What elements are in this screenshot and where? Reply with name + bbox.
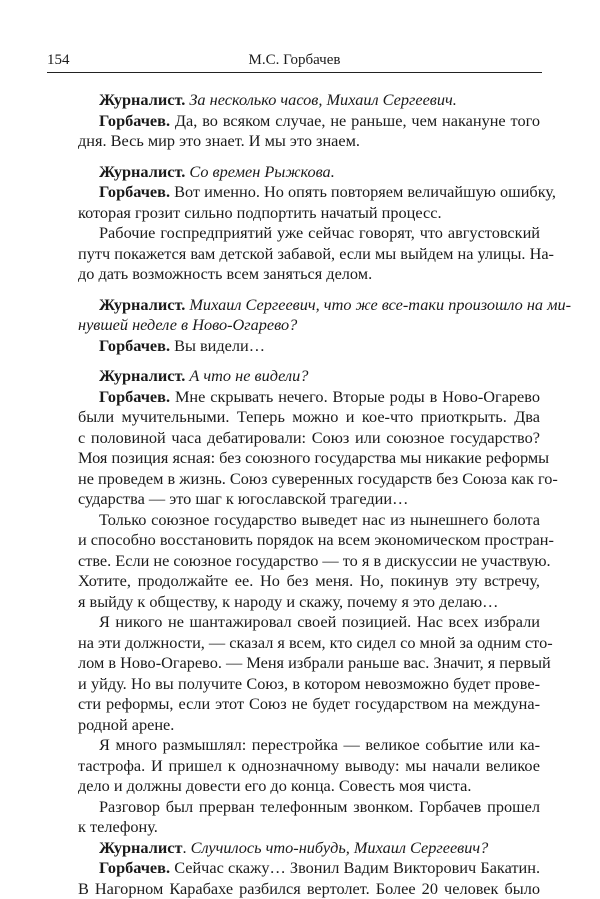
- body-text: Хотите, продолжайте ее. Но без меня. Но, покинув эту встречу,: [78, 571, 540, 590]
- text-line: [78, 264, 540, 285]
- body-text: .: [182, 838, 190, 857]
- speaker-label: Горбачев.: [99, 387, 175, 406]
- text-line: [78, 489, 540, 510]
- paragraph: [78, 182, 540, 223]
- text-line: [78, 571, 540, 592]
- speaker-label: Журналист.: [99, 90, 189, 109]
- body-text: дня. Весь мир это знает. И мы это знаем.: [78, 131, 360, 150]
- text-line: [78, 90, 540, 111]
- text-line: [78, 817, 540, 838]
- text-line: [78, 715, 540, 736]
- speaker-label: Горбачев.: [99, 858, 174, 877]
- body-text: Вы видели…: [174, 336, 265, 355]
- body-text: на эти должности, — сказал я всем, кто сидел со мной за одним сто-: [78, 633, 553, 652]
- text-line: [78, 469, 540, 490]
- body-text: сти реформы, если этот Союз не будет государством на междуна-: [78, 694, 540, 713]
- text-line: [78, 838, 540, 859]
- text-line: [78, 244, 540, 265]
- text-line: [78, 551, 540, 572]
- body-text: Мне скрывать нечего. Вторые роды в Ново-Огарево: [175, 387, 540, 406]
- text-line: [78, 131, 540, 152]
- paragraph: [78, 295, 540, 336]
- text-line: [78, 694, 540, 715]
- body-text: дело и должны довести его до конца. Совесть моя чиста.: [78, 776, 471, 795]
- paragraph: [78, 858, 540, 899]
- text-line: [78, 592, 540, 613]
- speaker-label: Горбачев.: [99, 111, 175, 130]
- paragraph: [78, 90, 540, 111]
- body-text: Вот именно. Но опять повторяем величайшую ошибку,: [174, 182, 556, 201]
- running-header: [47, 50, 542, 73]
- body-text: к телефону.: [78, 817, 158, 836]
- body-text: были мучительными. Теперь можно и кое-что приоткрыть. Два: [78, 407, 540, 426]
- paragraph: [78, 162, 540, 183]
- body-text: Да, во всяком случае, не раньше, чем накануне того: [175, 111, 540, 130]
- body-text: я выйду к обществу, к народу и скажу, почему я это делаю…: [78, 592, 498, 611]
- body-text: Разговор был прерван телефонным звонком. Горбачев прошел: [99, 797, 540, 816]
- paragraph: [78, 366, 540, 387]
- speaker-label: Журналист.: [99, 162, 189, 181]
- text-line: [78, 530, 540, 551]
- text-line: [78, 407, 540, 428]
- body-text: не проведем в жизнь. Союз суверенных государств без Союза как го-: [78, 469, 558, 488]
- text-line: [78, 879, 540, 899]
- paragraph: [78, 223, 540, 285]
- speaker-label: Горбачев.: [99, 336, 174, 355]
- page-number: 154: [47, 52, 70, 69]
- text-line: [78, 858, 540, 879]
- paragraph: [78, 510, 540, 613]
- text-line: [78, 428, 540, 449]
- body-text: которая грозит сильно подпортить начатый процесс.: [78, 203, 442, 222]
- body-text: Я никого не шантажировал своей позицией. Нас всех избрали: [99, 612, 540, 631]
- paragraph: [78, 111, 540, 152]
- text-line: [78, 612, 540, 633]
- body-text: родной арене.: [78, 715, 174, 734]
- body-text: В Нагорном Карабахе разбился вертолет. Более 20 человек было: [78, 879, 540, 898]
- text-line: [78, 223, 540, 244]
- body-text: стве. Если не союзное государство — то я в дискуссии не участвую.: [78, 551, 551, 570]
- speaker-label: Горбачев.: [99, 182, 174, 201]
- question-text: Со времен Рыжкова.: [189, 162, 334, 181]
- text-line: [78, 315, 540, 336]
- body-text: Рабочие госпредприятий уже сейчас говорят, что августовский: [99, 223, 540, 242]
- text-line: [78, 776, 540, 797]
- body-text: Сейчас скажу… Звонил Вадим Викторович Бакатин.: [174, 858, 540, 877]
- question-text: Михаил Сергеевич, что же все-таки произошло на ми-: [189, 295, 571, 314]
- paragraph: [78, 797, 540, 838]
- body-text: Только союзное государство выведет нас из нынешнего болота: [99, 510, 540, 529]
- text-line: [78, 510, 540, 531]
- running-title: М.С. Горбачев: [47, 52, 542, 69]
- text-line: [78, 756, 540, 777]
- text-line: [78, 366, 540, 387]
- text-line: [78, 111, 540, 132]
- text-line: [78, 203, 540, 224]
- body-text: путч покажется вам детской забавой, если мы выйдем на улицы. На-: [78, 244, 554, 263]
- body-text: и уйду. Но вы получите Союз, в котором невозможно будет прове-: [78, 674, 540, 693]
- page-body: [78, 90, 540, 899]
- text-line: [78, 797, 540, 818]
- body-text: Я много размышлял: перестройка — великое событие или ка-: [99, 735, 540, 754]
- speaker-label: Журналист: [99, 838, 182, 857]
- body-text: сударства — это шаг к югославской трагедии…: [78, 489, 408, 508]
- body-text: лом в Ново-Огарево. — Меня избрали раньше вас. Значит, я первый: [78, 653, 551, 672]
- body-text: с половиной часа дебатировали: Союз или союзное государство?: [78, 428, 540, 447]
- question-text: нувшей неделе в Ново-Огарево?: [78, 315, 297, 334]
- text-line: [78, 653, 540, 674]
- speaker-label: Журналист.: [99, 295, 189, 314]
- body-text: тастрофа. И пришел к однозначному выводу: мы начали великое: [78, 756, 540, 775]
- question-text: За несколько часов, Михаил Сергеевич.: [189, 90, 456, 109]
- text-line: [78, 633, 540, 654]
- question-text: А что не видели?: [189, 366, 308, 385]
- paragraph: [78, 612, 540, 735]
- text-line: [78, 674, 540, 695]
- text-line: [78, 182, 540, 203]
- paragraph: [78, 336, 540, 357]
- paragraph: [78, 387, 540, 510]
- paragraph: [78, 735, 540, 797]
- text-line: [78, 735, 540, 756]
- body-text: до дать возможность всем заняться делом.: [78, 264, 372, 283]
- speaker-label: Журналист.: [99, 366, 189, 385]
- text-line: [78, 162, 540, 183]
- body-text: и способно восстановить порядок на всем экономическом простран-: [78, 530, 554, 549]
- text-line: [78, 448, 540, 469]
- text-line: [78, 387, 540, 408]
- question-text: Случилось что-нибудь, Михаил Сергеевич?: [191, 838, 489, 857]
- body-text: Моя позиция ясная: без союзного государства мы никакие реформы: [78, 448, 549, 467]
- text-line: [78, 336, 540, 357]
- paragraph: [78, 838, 540, 859]
- text-line: [78, 295, 540, 316]
